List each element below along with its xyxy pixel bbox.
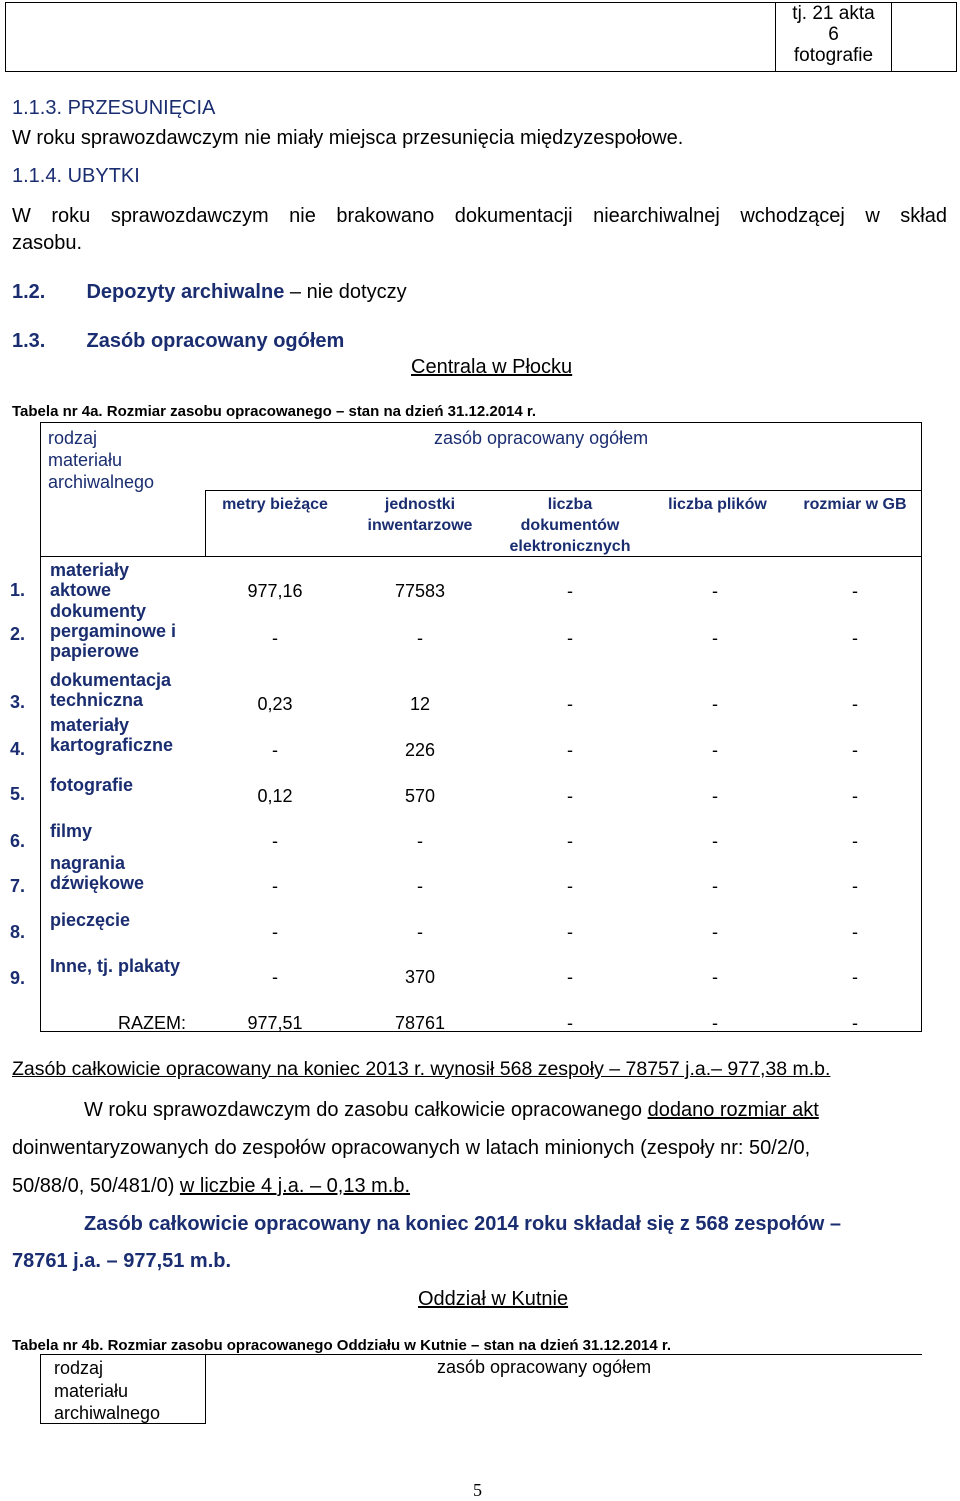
col-rozmiar-gb: rozmiar w GB [803,496,907,513]
summary-2014-line1: Zasób całkowicie opracowany na koniec 2014 roku składał się z 568 zespołów – [84,1213,841,1235]
table-4b-caption: Tabela nr 4b. Rozmiar zasobu opracowanego Oddziału w Kutnie – stan na dzień 31.12.2014 r. [12,1337,672,1354]
section-1-1-4-heading: 1.1.4. UBYTKI [12,165,140,187]
header-frame-right [890,2,957,72]
section-1-1-3-text: W roku sprawozdawczym nie miały miejsca przesunięcia międzyzespołowe. [12,127,684,149]
stamp-line-1: tj. 21 akta [792,3,875,24]
col-liczba-dokumentow [495,494,645,557]
table-4b-col-type [54,1357,160,1425]
section-1-3 [12,329,344,353]
row-2-gb: - [852,628,858,648]
row-4-number: 4. [10,739,26,759]
row-8-de: - [567,922,573,942]
row-5-gb: - [852,786,858,806]
section-1-1-4-text-line1: W roku sprawozdawczym nie brakowano dokumentacji niearchiwalnej wchodzącej w skład [12,205,947,227]
col-ja-line2: inwentarzowe [367,517,473,534]
row-6-lp: - [712,831,718,851]
row-1-de: - [567,581,573,601]
table-4b-col-divider [205,1354,206,1424]
row-9-de: - [567,967,573,987]
row-1-number: 1. [10,580,26,600]
centrala-heading: Centrala w Płocku [411,356,573,378]
row-1-mb: 977,16 [247,581,303,601]
kutno-heading: Oddział w Kutnie [418,1288,569,1310]
table-4b-top-border [40,1354,922,1355]
section-1-3-title: Zasób opracowany ogółem [86,330,345,352]
col-metry-biezace: metry bieżące [222,496,328,513]
row-2-label-line1: dokumenty [50,601,147,621]
row-5-mb: 0,12 [257,786,293,806]
row-9-ja: 370 [404,967,436,987]
paragraph-added-line2: doinwentaryzowanych do zespołów opracowanych w latach minionych (zespoły nr: 50/2/0, [12,1137,811,1159]
section-1-2-number: 1.2. [12,281,46,303]
row-6-number: 6. [10,831,26,851]
row-6-mb: - [272,831,278,851]
col-liczba-plikow: liczba plików [668,496,767,513]
summary-2013: Zasób całkowicie opracowany na koniec 2013 r. wynosił 568 zespoły – 78757 j.a.– 977,38 m.b. [12,1058,831,1080]
col-material-type-line1: rodzaj [48,428,98,448]
col-de-line1: liczba [547,496,593,513]
row-1-label-line1: materiały [50,560,130,580]
row-9-number: 9. [10,968,26,988]
row-8-gb: - [852,922,858,942]
row-8-lp: - [712,922,718,942]
row-1-ja: 77583 [394,581,446,601]
col-material-type-line2: materiału [48,450,123,470]
section-1-2-rest: – nie dotyczy [284,281,407,303]
row-7-lp: - [712,876,718,896]
row-4-label [50,715,173,755]
paragraph-added-line3-underlined: w liczbie 4 j.a. – 0,13 m.b. [179,1175,411,1197]
row-3-de: - [567,694,573,714]
row-4-ja: 226 [404,740,436,760]
total-mb: 977,51 [247,1013,303,1033]
summary-2014-line2: 78761 j.a. – 977,51 m.b. [12,1250,232,1272]
total-label: RAZEM: [118,1013,187,1033]
row-2-de: - [567,628,573,648]
col-de-line3: elektronicznych [509,538,631,555]
total-gb: - [852,1013,858,1033]
table-4a-right-border [921,422,922,1032]
row-3-label-line1: dokumentacja [50,670,172,690]
row-7-label-line2: dźwiękowe [50,873,145,893]
row-7-label [50,853,144,893]
row-8-label-line1: pieczęcie [50,910,131,930]
row-9-label [50,956,180,976]
col-material-type-header [48,427,154,493]
row-8-ja: - [417,922,423,942]
row-2-number: 2. [10,624,26,644]
row-2-lp: - [712,628,718,648]
col-ja-line1: jednostki [384,496,456,513]
row-6-label [50,821,92,841]
row-9-mb: - [272,967,278,987]
row-2-label-line3: papierowe [50,641,140,661]
row-2-mb: - [272,628,278,648]
row-1-lp: - [712,581,718,601]
row-4-label-line1: materiały [50,715,130,735]
total-lp: - [712,1013,718,1033]
row-9-lp: - [712,967,718,987]
table-4a-caption: Tabela nr 4a. Rozmiar zasobu opracowanego – stan na dzień 31.12.2014 r. [12,403,537,420]
table-4b-col-group: zasób opracowany ogółem [437,1357,652,1377]
total-ja: 78761 [394,1013,446,1033]
row-3-number: 3. [10,692,26,712]
stamp-line-2: 6 [828,24,839,45]
row-7-gb: - [852,876,858,896]
col-de-line2: dokumentów [520,517,620,534]
page-number: 5 [473,1480,482,1500]
row-9-gb: - [852,967,858,987]
section-1-2-title: Depozyty archiwalne [86,281,285,303]
row-7-mb: - [272,876,278,896]
row-5-label-line1: fotografie [50,775,133,795]
row-6-de: - [567,831,573,851]
col-group-header: zasób opracowany ogółem [434,428,649,448]
paragraph-added-line1-underlined: dodano rozmiar akt [647,1099,819,1121]
archive-stamp [775,2,892,72]
row-5-lp: - [712,786,718,806]
row-3-mb: 0,23 [257,694,293,714]
paragraph-added-line1 [84,1098,819,1122]
row-8-number: 8. [10,922,26,942]
row-4-lp: - [712,740,718,760]
row-3-label-line2: techniczna [50,690,144,710]
table-4b-col-type-line2: materiału [54,1380,129,1401]
table-4a-subhead-divider [205,490,922,491]
paragraph-added-line3 [12,1174,410,1198]
row-3-label [50,670,171,710]
row-2-label [50,601,176,661]
table-4a-left-border [40,422,41,1032]
row-5-de: - [567,786,573,806]
row-7-de: - [567,876,573,896]
row-8-label [50,910,130,930]
row-7-number: 7. [10,876,26,896]
total-de: - [567,1013,573,1033]
section-1-1-3-heading: 1.1.3. PRZESUNIĘCIA [12,97,216,119]
row-9-label-line1: Inne, tj. plakaty [50,956,181,976]
row-4-gb: - [852,740,858,760]
paragraph-added-line3-text: 50/88/0, 50/481/0) [12,1175,180,1197]
table-4a-head-bottom [40,556,922,557]
row-1-gb: - [852,581,858,601]
row-1-label [50,560,129,600]
section-1-3-number: 1.3. [12,330,46,352]
row-6-label-line1: filmy [50,821,93,841]
row-6-gb: - [852,831,858,851]
col-material-type-line3: archiwalnego [48,472,155,492]
row-3-lp: - [712,694,718,714]
row-1-label-line2: aktowe [50,580,112,600]
row-7-label-line1: nagrania [50,853,126,873]
row-2-ja: - [417,628,423,648]
section-1-1-4-text-line2: zasobu. [12,232,83,254]
row-3-gb: - [852,694,858,714]
table-4b-left-border [40,1354,41,1424]
table-4a-top-border [40,422,922,423]
row-4-label-line2: kartograficzne [50,735,174,755]
row-5-number: 5. [10,784,26,804]
row-5-label [50,775,133,795]
paragraph-added-line1-text: W roku sprawozdawczym do zasobu całkowicie opracowanego [84,1099,648,1121]
header-frame [5,2,776,72]
row-4-mb: - [272,740,278,760]
table-4b-col-type-line3: archiwalnego [54,1403,161,1423]
col-jednostki-inwentarzowe [350,494,490,536]
row-7-ja: - [417,876,423,896]
table-4b-col-type-line1: rodzaj [54,1358,104,1378]
section-1-2 [12,280,407,304]
row-5-ja: 570 [404,786,436,806]
row-8-mb: - [272,922,278,942]
row-6-ja: - [417,831,423,851]
row-3-ja: 12 [409,694,431,714]
stamp-line-3: fotografie [793,45,874,66]
row-2-label-line2: pergaminowe i [50,621,177,641]
row-4-de: - [567,740,573,760]
